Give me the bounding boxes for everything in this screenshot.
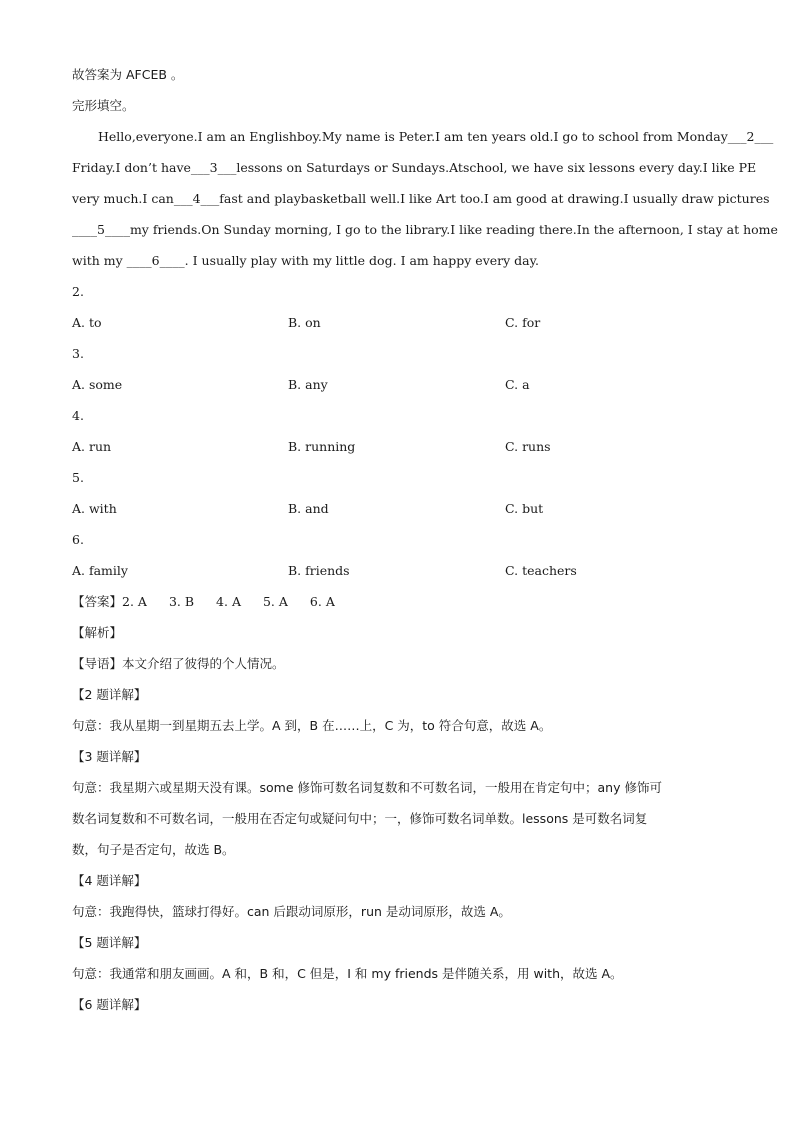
answer-item: 4. A [216, 594, 241, 609]
option-row [72, 312, 722, 343]
detail-heading: 【5 题详解】 [72, 935, 147, 950]
question-item [72, 343, 722, 405]
option-a: A. some [72, 377, 123, 392]
cloze-passage [72, 126, 778, 281]
detail-text: 句意：我从星期一到星期五去上学。A 到，B 在……上，C 为，to 符合句意，故选 A。 [72, 718, 552, 733]
document-page [72, 64, 778, 1025]
option-a: A. run [72, 439, 112, 454]
question-number: 5. [72, 470, 84, 485]
question-number: 6. [72, 532, 84, 547]
detail-section [72, 746, 722, 870]
passage-line: Hello, everyone. I am an English boy. My name is Peter. I am ten years old. I go to school from Monday ___2___ [72, 126, 722, 157]
option-c: C. runs [505, 439, 551, 454]
question-item [72, 529, 722, 591]
answer-item: 3. B [168, 594, 195, 609]
question-number: 4. [72, 408, 84, 423]
answer-item: 5. A [262, 594, 288, 609]
detail-heading: 【6 题详解】 [72, 997, 147, 1012]
question-item [72, 405, 722, 467]
option-c: C. for [505, 315, 541, 330]
passage-line: Friday. I don’t have ___3___ lessons on Saturdays or Sundays. At school, we have six lessons every day. I like PE [72, 157, 722, 188]
option-row [72, 436, 722, 467]
option-b: B. friends [288, 563, 350, 578]
question-list [72, 281, 722, 591]
detail-text: 数名词复数和不可数名词，一般用在否定句或疑问句中；一，修饰可数名词单数。lessons 是可数名词复 [72, 811, 648, 826]
guide-text: 【导语】本文介绍了彼得的个人情况。 [72, 656, 285, 671]
option-b: B. running [288, 439, 356, 454]
blank-2: ___2___ [727, 129, 774, 144]
passage-line: ____5____ my friends. On Sunday morning, I go to the library. I like reading there. In the afternoon, I stay at home [72, 219, 722, 250]
option-b: B. any [288, 377, 328, 392]
question-item [72, 467, 722, 529]
answer-item: 6. A [309, 594, 335, 609]
passage-line: with my ____6____. I usually play with my little dog. I am happy every day. [72, 250, 722, 281]
option-row [72, 498, 722, 529]
detail-section [72, 994, 722, 1025]
option-row [72, 374, 722, 405]
detail-section [72, 932, 722, 994]
section-title: 完形填空。 [72, 98, 135, 113]
option-a: A. family [72, 563, 128, 578]
option-c: C. but [505, 501, 544, 516]
blank-6: ____6____. [126, 253, 189, 268]
answer-label: 【答案】 [72, 594, 123, 609]
question-number: 2. [72, 284, 84, 299]
answer-item: 2. A [122, 594, 147, 609]
question-number: 3. [72, 346, 84, 361]
detail-heading: 【3 题详解】 [72, 749, 147, 764]
detail-text: 数，句子是否定句，故选 B。 [72, 842, 235, 857]
detail-text: 句意：我跑得快，篮球打得好。can 后跟动词原形，run 是动词原形，故选 A。 [72, 904, 511, 919]
passage-line: very much. I can ___4___ fast and play basketball well. I like Art too. I am good at drawing. I usually draw pictures [72, 188, 722, 219]
option-c: C. teachers [505, 563, 577, 578]
option-row [72, 560, 722, 591]
option-a: A. with [72, 501, 117, 516]
detail-section [72, 684, 722, 746]
blank-5: ____5____ [72, 222, 130, 237]
previous-answer-line: 故答案为 AFCEB 。 [72, 67, 184, 82]
blank-3: ___3___ [190, 160, 237, 175]
analysis-label: 【解析】 [72, 625, 123, 640]
detail-heading: 【2 题详解】 [72, 687, 147, 702]
option-b: B. and [288, 501, 329, 516]
detail-text: 句意：我星期六或星期天没有课。some 修饰可数名词复数和不可数名词，一般用在肯定句中；any 修饰可 [72, 780, 662, 795]
answer-key [72, 591, 722, 622]
option-b: B. on [288, 315, 321, 330]
detail-heading: 【4 题详解】 [72, 873, 147, 888]
detail-text: 句意：我通常和朋友画画。A 和，B 和，C 但是，I 和 my friends 是伴随关系，用 with，故选 A。 [72, 966, 623, 981]
detail-section [72, 870, 722, 932]
blank-4: ___4___ [173, 191, 220, 206]
option-c: C. a [505, 377, 530, 392]
question-item [72, 281, 722, 343]
option-a: A. to [72, 315, 102, 330]
